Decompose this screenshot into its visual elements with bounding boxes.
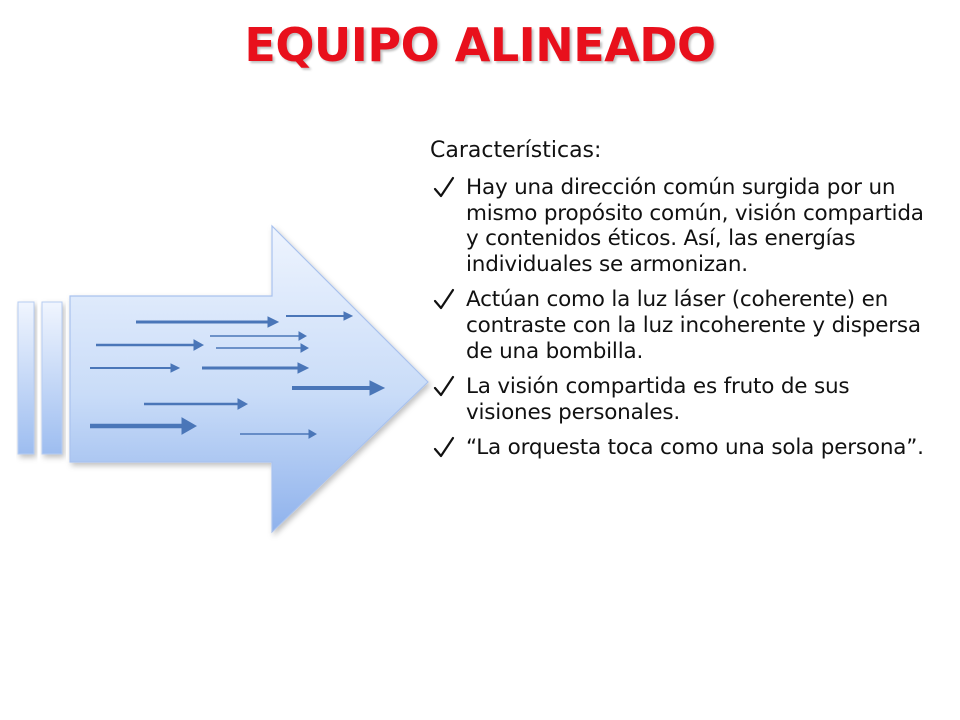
list-item-text: “La orquesta toca como una sola persona”. bbox=[466, 435, 924, 461]
list-item bbox=[428, 374, 938, 425]
list-item bbox=[428, 287, 938, 364]
stripe-bar bbox=[42, 302, 62, 454]
list-item bbox=[428, 175, 938, 277]
slide-title: EQUIPO ALINEADO bbox=[244, 18, 716, 72]
list-item-text: Actúan como la luz láser (coherente) en contraste con la luz incoherente y dispersa de una bombilla. bbox=[466, 287, 921, 364]
check-mark-icon bbox=[432, 435, 456, 461]
characteristics-heading: Características: bbox=[430, 138, 602, 163]
check-mark-icon bbox=[432, 374, 456, 400]
check-mark-icon bbox=[432, 175, 456, 201]
characteristics-panel bbox=[428, 138, 938, 471]
big-arrow-shape bbox=[70, 226, 428, 532]
stripe-bar bbox=[18, 302, 34, 454]
check-mark-icon bbox=[432, 287, 456, 313]
characteristics-list bbox=[428, 175, 938, 461]
aligned-team-arrow-graphic bbox=[0, 210, 440, 550]
list-item bbox=[428, 435, 938, 461]
list-item-text: La visión compartida es fruto de sus visiones personales. bbox=[466, 374, 850, 425]
list-item-text: Hay una dirección común surgida por un mismo propósito común, visión compartida y contenidos éticos. Así, las energías individuales se armonizan. bbox=[466, 175, 924, 277]
